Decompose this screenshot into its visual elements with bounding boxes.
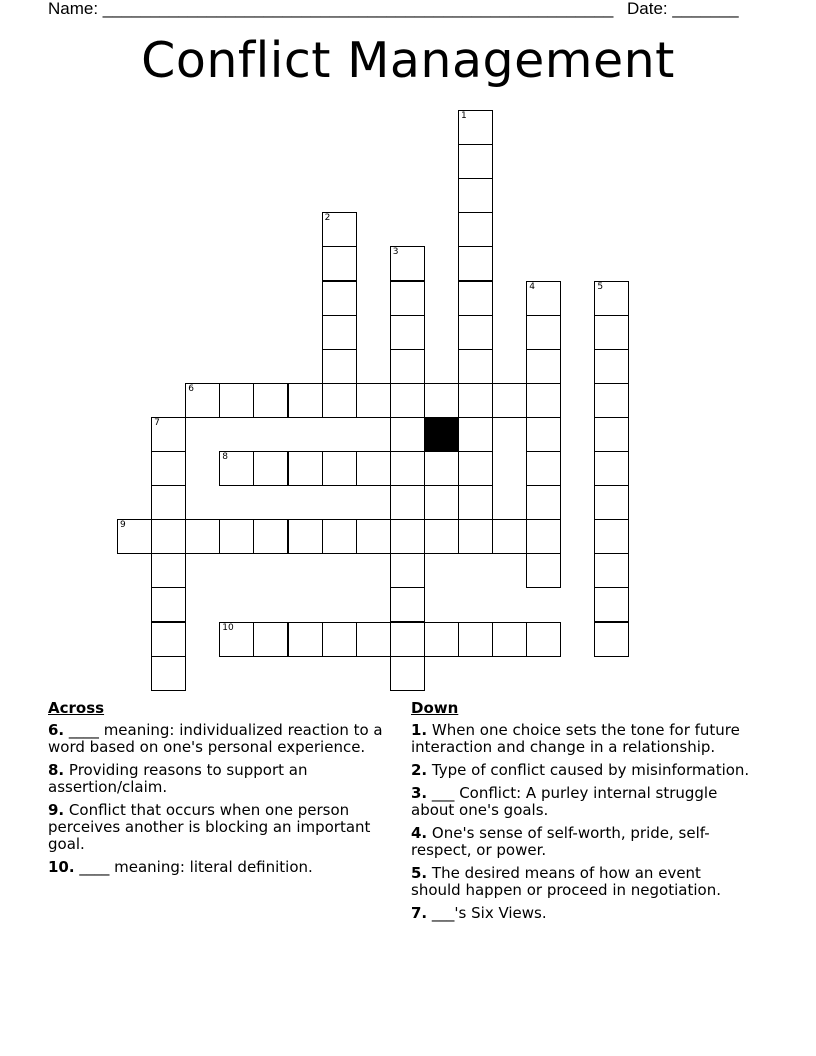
crossword-blocked-cell — [424, 417, 459, 452]
crossword-cell[interactable] — [526, 485, 561, 520]
crossword-cell[interactable] — [492, 383, 527, 418]
crossword-cell[interactable] — [288, 519, 323, 554]
crossword-cell[interactable] — [151, 485, 186, 520]
clue-text: ___ Conflict: A purley internal struggle about one's goals. — [411, 784, 718, 819]
clue-text: The desired means of how an event should happen or proceed in negotiation. — [411, 864, 721, 899]
clue-text: Providing reasons to support an assertion/claim. — [48, 761, 308, 796]
crossword-cell[interactable] — [356, 383, 391, 418]
crossword-cell[interactable] — [594, 383, 629, 418]
crossword-cell[interactable] — [458, 110, 493, 145]
crossword-cell[interactable] — [526, 281, 561, 316]
across-heading: Across — [48, 699, 105, 717]
crossword-cell[interactable] — [390, 587, 425, 622]
crossword-cell[interactable] — [356, 519, 391, 554]
crossword-cell[interactable] — [322, 281, 357, 316]
crossword-cell[interactable] — [594, 587, 629, 622]
crossword-cell[interactable] — [151, 656, 186, 691]
crossword-cell[interactable] — [594, 622, 629, 657]
crossword-cell[interactable] — [390, 417, 425, 452]
clue-text: ____ meaning: individualized reaction to a word based on one's personal experience. — [48, 721, 383, 756]
crossword-cell[interactable] — [185, 519, 220, 554]
down-clue — [411, 762, 751, 779]
across-clue — [48, 802, 398, 853]
down-clues — [411, 700, 751, 928]
crossword-cell[interactable] — [424, 622, 459, 657]
crossword-cell[interactable] — [526, 553, 561, 588]
down-clue — [411, 905, 751, 922]
clue-number-label: 9 — [120, 520, 126, 531]
crossword-cell[interactable] — [492, 519, 527, 554]
crossword-cell[interactable] — [356, 451, 391, 486]
crossword-cell[interactable] — [424, 383, 459, 418]
crossword-cell[interactable] — [390, 383, 425, 418]
clue-number: 3. — [411, 784, 428, 802]
crossword-cell[interactable] — [390, 553, 425, 588]
crossword-cell[interactable] — [322, 246, 357, 281]
crossword-cell[interactable] — [322, 451, 357, 486]
crossword-cell[interactable] — [526, 417, 561, 452]
crossword-cell[interactable] — [390, 315, 425, 350]
crossword-cell[interactable] — [390, 656, 425, 691]
crossword-cell[interactable] — [424, 519, 459, 554]
crossword-cell[interactable] — [458, 485, 493, 520]
clue-number: 10. — [48, 858, 75, 876]
crossword-cell[interactable] — [219, 383, 254, 418]
across-clue — [48, 722, 398, 756]
clue-number: 5. — [411, 864, 428, 882]
down-clue — [411, 785, 751, 819]
clue-number: 6. — [48, 721, 65, 739]
crossword-cell[interactable] — [322, 349, 357, 384]
crossword-cell[interactable] — [253, 383, 288, 418]
crossword-cell[interactable] — [492, 622, 527, 657]
crossword-cell[interactable] — [288, 622, 323, 657]
crossword-cell[interactable] — [322, 519, 357, 554]
down-clue — [411, 722, 751, 756]
clue-number-label: 4 — [529, 281, 535, 292]
crossword-cell[interactable] — [151, 519, 186, 554]
crossword-cell[interactable] — [151, 553, 186, 588]
crossword-cell[interactable] — [390, 349, 425, 384]
crossword-cell[interactable] — [594, 281, 629, 316]
crossword-cell[interactable] — [424, 451, 459, 486]
clue-number-label: 7 — [154, 417, 160, 428]
crossword-cell[interactable] — [219, 451, 254, 486]
crossword-cell[interactable] — [458, 315, 493, 350]
clue-number: 2. — [411, 761, 428, 779]
date-field-label: Date: _______ — [627, 0, 739, 18]
crossword-cell[interactable] — [458, 519, 493, 554]
crossword-cell[interactable] — [253, 622, 288, 657]
crossword-cell[interactable] — [594, 519, 629, 554]
clue-text: Type of conflict caused by misinformation. — [431, 761, 750, 779]
crossword-cell[interactable] — [458, 281, 493, 316]
crossword-cell[interactable] — [151, 587, 186, 622]
crossword-cell[interactable] — [526, 451, 561, 486]
crossword-cell[interactable] — [322, 212, 357, 247]
crossword-cell[interactable] — [390, 622, 425, 657]
crossword-cell[interactable] — [288, 451, 323, 486]
crossword-cell[interactable] — [526, 349, 561, 384]
crossword-cell[interactable] — [526, 519, 561, 554]
crossword-cell[interactable] — [253, 451, 288, 486]
clue-number-label: 5 — [597, 281, 604, 292]
crossword-cell[interactable] — [458, 349, 493, 384]
crossword-cell[interactable] — [458, 417, 493, 452]
crossword-cell[interactable] — [219, 519, 254, 554]
crossword-cell[interactable] — [594, 485, 629, 520]
across-clue — [48, 762, 398, 796]
clue-text: One's sense of self-worth, pride, self-respect, or power. — [411, 824, 710, 859]
crossword-cell[interactable] — [594, 349, 629, 384]
clue-text: Conflict that occurs when one person perceives another is blocking an important goal. — [48, 801, 371, 853]
crossword-cell[interactable] — [151, 451, 186, 486]
clue-number: 8. — [48, 761, 65, 779]
crossword-cell[interactable] — [458, 246, 493, 281]
crossword-cell[interactable] — [526, 383, 561, 418]
across-clue — [48, 859, 398, 876]
crossword-cell[interactable] — [151, 622, 186, 657]
across-clues — [48, 700, 398, 882]
crossword-cell[interactable] — [458, 383, 493, 418]
crossword-cell[interactable] — [390, 246, 425, 281]
clue-text: ___'s Six Views. — [431, 904, 547, 922]
down-clue — [411, 865, 751, 899]
crossword-cell[interactable] — [390, 281, 425, 316]
crossword-cell[interactable] — [526, 315, 561, 350]
crossword-cell[interactable] — [185, 383, 220, 418]
crossword-cell[interactable] — [594, 417, 629, 452]
crossword-cell[interactable] — [458, 178, 493, 213]
name-field-label: Name: ______________________________________________________ — [48, 0, 614, 18]
crossword-cell[interactable] — [151, 417, 186, 452]
clue-number-label: 2 — [324, 213, 331, 224]
crossword-cell[interactable] — [390, 451, 425, 486]
clue-number-label: 8 — [222, 452, 229, 462]
crossword-cell[interactable] — [526, 622, 561, 657]
crossword-cell[interactable] — [594, 315, 629, 350]
crossword-cell[interactable] — [322, 622, 357, 657]
crossword-cell[interactable] — [322, 315, 357, 350]
clue-text: ____ meaning: literal definition. — [79, 858, 313, 876]
crossword-cell[interactable] — [356, 622, 391, 657]
crossword-cell[interactable] — [458, 144, 493, 179]
crossword-cell[interactable] — [117, 519, 152, 554]
page-title: Conflict Management — [141, 32, 675, 89]
clue-text: When one choice sets the tone for future interaction and change in a relationship. — [411, 721, 740, 756]
crossword-cell[interactable] — [594, 553, 629, 588]
crossword-cell[interactable] — [458, 212, 493, 247]
clue-number: 9. — [48, 801, 65, 819]
clue-number: 1. — [411, 721, 428, 739]
crossword-cell[interactable] — [288, 383, 323, 418]
crossword-cell[interactable] — [390, 519, 425, 554]
clue-number-label: 10 — [222, 622, 234, 633]
down-clue — [411, 825, 751, 859]
crossword-cell[interactable] — [458, 622, 493, 657]
clue-number-label: 6 — [188, 383, 194, 394]
crossword-cell[interactable] — [219, 622, 254, 657]
crossword-cell[interactable] — [458, 451, 493, 486]
clue-number: 7. — [411, 904, 428, 922]
clue-number: 4. — [411, 824, 428, 842]
crossword-cell[interactable] — [594, 451, 629, 486]
crossword-cell[interactable] — [390, 485, 425, 520]
crossword-cell[interactable] — [253, 519, 288, 554]
down-heading: Down — [411, 699, 459, 717]
clue-number-label: 1 — [461, 111, 467, 121]
crossword-cell[interactable] — [322, 383, 357, 418]
clue-number-label: 3 — [392, 247, 399, 258]
